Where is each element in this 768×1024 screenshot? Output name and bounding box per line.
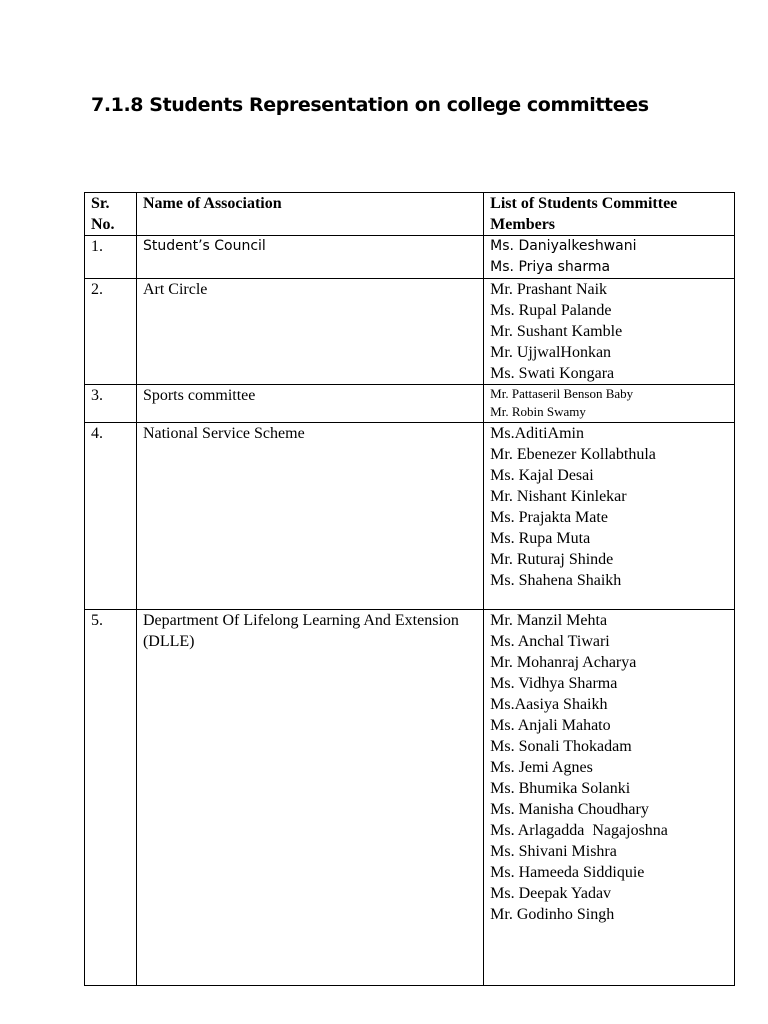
member-list (490, 236, 728, 278)
member-name: Mr. Sushant Kamble (490, 323, 623, 340)
row-association-name: Department Of Lifelong Learning And Extension (DLLE) (136, 610, 483, 986)
table-row (85, 423, 735, 610)
member-name: Ms. Priya sharma (490, 259, 611, 275)
row-association-name: National Service Scheme (136, 423, 483, 610)
row-members (484, 385, 735, 423)
row-association-name: Art Circle (136, 279, 483, 385)
row-association-name: Sports committee (136, 385, 483, 423)
member-name: Mr. Robin Swamy (490, 404, 586, 419)
member-name: Ms. Shahena Shaikh (490, 572, 622, 589)
row-members (484, 423, 735, 610)
table-row (85, 610, 735, 986)
page-heading: 7.1.8 Students Representation on college committees (91, 94, 649, 116)
member-name: Ms. Rupa Muta (490, 530, 591, 547)
header-members: List of Students Committee Members (484, 193, 735, 236)
member-list (490, 385, 728, 421)
member-name: Ms. Anjali Mahato (490, 717, 611, 734)
header-association-name: Name of Association (136, 193, 483, 236)
member-name: Ms. Manisha Choudhary (490, 801, 649, 818)
member-name: Ms. Bhumika Solanki (490, 780, 631, 797)
row-sr-no: 5. (85, 610, 137, 986)
member-name: Mr. Prashant Naik (490, 281, 608, 298)
member-name: Mr. Manzil Mehta (490, 612, 608, 629)
member-name: Ms.AditiAmin (490, 425, 584, 442)
member-name: Ms. Rupal Palande (490, 302, 612, 319)
row-members (484, 610, 735, 986)
member-name: Mr. Ebenezer Kollabthula (490, 446, 656, 463)
member-name: Ms.Aasiya Shaikh (490, 696, 608, 713)
member-name: Mr. Nishant Kinlekar (490, 488, 627, 505)
member-name: Ms. Swati Kongara (490, 365, 615, 382)
row-association-name: Student’s Council (136, 236, 483, 279)
member-name: Mr. Ruturaj Shinde (490, 551, 614, 568)
row-members (484, 236, 735, 279)
row-members (484, 279, 735, 385)
member-name: Ms. Sonali Thokadam (490, 738, 632, 755)
member-name: Mr. Godinho Singh (490, 906, 615, 923)
header-row (85, 193, 735, 236)
member-list (490, 279, 728, 384)
row-sr-no: 3. (85, 385, 137, 423)
member-name: Mr. UjjwalHonkan (490, 344, 612, 361)
member-name: Ms. Deepak Yadav (490, 885, 612, 902)
member-name: Mr. Pattaseril Benson Baby (490, 386, 634, 401)
member-name: Mr. Mohanraj Acharya (490, 654, 637, 671)
committees-table (84, 192, 735, 986)
member-name: Ms. Shivani Mishra (490, 843, 617, 860)
row-sr-no: 4. (85, 423, 137, 610)
table-row (85, 236, 735, 279)
member-name: Ms. Hameeda Siddiquie (490, 864, 645, 881)
member-name: Ms. Jemi Agnes (490, 759, 593, 776)
header-sr-no: Sr. No. (85, 193, 137, 236)
member-name: Ms. Anchal Tiwari (490, 633, 610, 650)
table-header (85, 193, 735, 236)
member-name: Ms. Vidhya Sharma (490, 675, 618, 692)
table-row (85, 385, 735, 423)
table-row (85, 279, 735, 385)
member-list (490, 610, 728, 925)
table-body (85, 236, 735, 986)
member-name: Ms. Kajal Desai (490, 467, 594, 484)
row-sr-no: 2. (85, 279, 137, 385)
member-list (490, 423, 728, 591)
row-sr-no: 1. (85, 236, 137, 279)
member-name: Ms. Arlagadda Nagajoshna (490, 822, 668, 839)
member-name: Ms. Prajakta Mate (490, 509, 608, 526)
member-name: Ms. Daniyalkeshwani (490, 238, 637, 254)
